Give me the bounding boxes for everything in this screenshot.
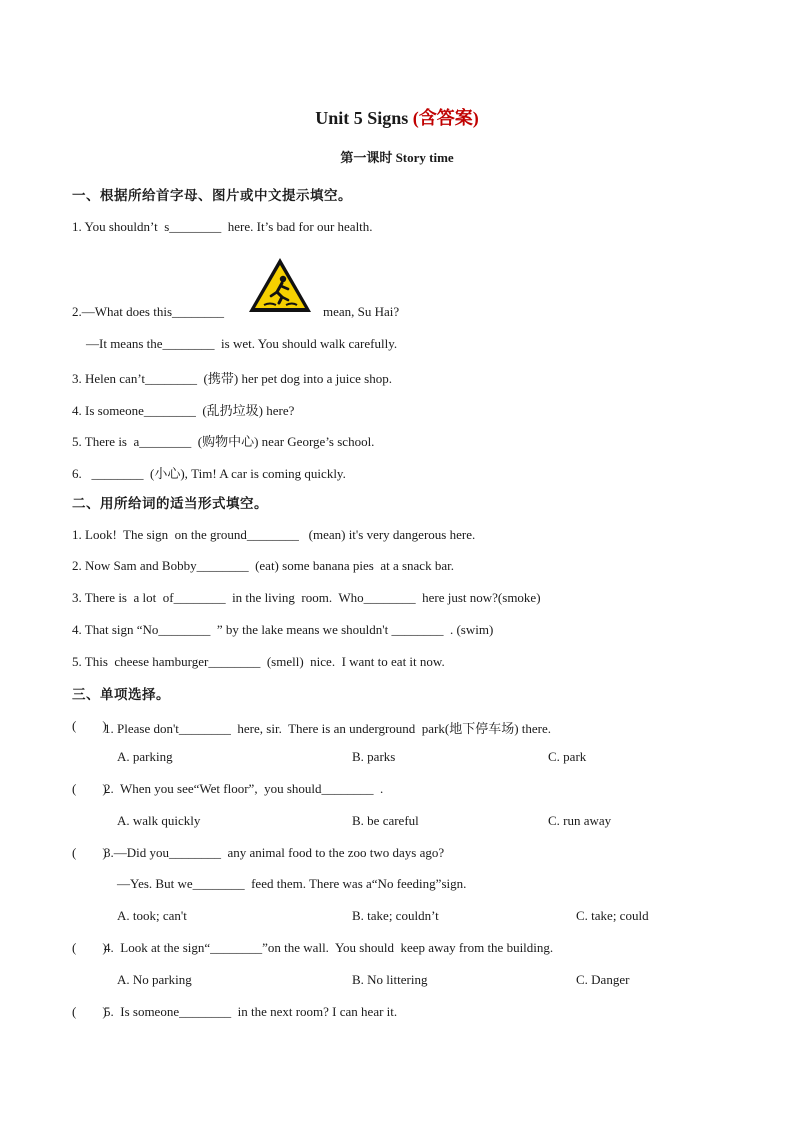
title-answer-note: (含答案) [412, 108, 479, 128]
title-text: Unit 5 Signs [315, 108, 413, 128]
mc-question-1: 1. Please don't________ here, sir. There is an underground park(地下停车场) there. [104, 721, 552, 736]
mc1-option-a: A. parking [117, 749, 173, 764]
mc4-option-c: C. Danger [576, 972, 630, 987]
section-3-heading: 三、单项选择。 [72, 687, 170, 703]
mc4-option-a: A. No parking [117, 972, 192, 987]
mc1-option-b: B. parks [352, 749, 396, 764]
part1-question-2-end: mean, Su Hai? [323, 304, 400, 319]
part1-question-2-start: 2.—What does this________ [72, 304, 225, 319]
mc-question-2: 2. When you see“Wet floor”, you should________ . [104, 781, 384, 796]
part1-question-5: 5. There is a________ (购物中心) near George’s school. [72, 434, 375, 449]
part2-question-3: 3. There is a lot of________ in the living room. Who________ here just now?(smoke) [72, 590, 541, 605]
section-2-heading: 二、用所给词的适当形式填空。 [72, 496, 268, 512]
part2-question-2: 2. Now Sam and Bobby________ (eat) some banana pies at a snack bar. [72, 558, 454, 573]
mc3-option-b: B. take; couldn’t [352, 908, 439, 923]
wet-floor-warning-sign-icon [246, 255, 314, 315]
part1-question-2-answer: —It means the________ is wet. You should walk carefully. [86, 336, 398, 351]
mc2-option-a: A. walk quickly [117, 813, 201, 828]
mc-question-3-reply: —Yes. But we________ feed them. There was a“No feeding”sign. [117, 876, 467, 891]
part1-question-1: 1. You shouldn’t s________ here. It’s bad for our health. [72, 219, 373, 234]
section-1-heading: 一、根据所给首字母、图片或中文提示填空。 [72, 188, 352, 204]
answer-blank[interactable]: ( ) [72, 940, 107, 955]
mc2-option-c: C. run away [548, 813, 612, 828]
mc2-option-b: B. be careful [352, 813, 419, 828]
answer-blank[interactable]: ( ) [72, 718, 107, 733]
mc-question-3: 3.—Did you________ any animal food to the zoo two days ago? [104, 845, 445, 860]
mc4-option-b: B. No littering [352, 972, 428, 987]
mc-question-5: 5. Is someone________ in the next room? I can hear it. [104, 1004, 398, 1019]
answer-blank[interactable]: ( ) [72, 845, 107, 860]
lesson-subtitle: 第一课时 Story time [340, 150, 454, 165]
part1-question-4: 4. Is someone________ (乱扔垃圾) here? [72, 403, 295, 418]
mc1-option-c: C. park [548, 749, 587, 764]
part1-question-6: 6. ________ (小心), Tim! A car is coming quickly. [72, 466, 346, 481]
part1-question-3: 3. Helen can’t________ (携带) her pet dog into a juice shop. [72, 371, 392, 386]
part2-question-4: 4. That sign “No________ ” by the lake means we shouldn't ________ . (swim) [72, 622, 494, 637]
mc3-option-a: A. took; can't [117, 908, 187, 923]
mc3-option-c: C. take; could [576, 908, 649, 923]
part2-question-5: 5. This cheese hamburger________ (smell) nice. I want to eat it now. [72, 654, 445, 669]
answer-blank[interactable]: ( ) [72, 1004, 107, 1019]
part2-question-1: 1. Look! The sign on the ground________ (mean) it's very dangerous here. [72, 527, 476, 542]
page-title [0, 104, 794, 130]
mc-question-4: 4. Look at the sign“________”on the wall. You should keep away from the building. [104, 940, 554, 955]
answer-blank[interactable]: ( ) [72, 781, 107, 796]
